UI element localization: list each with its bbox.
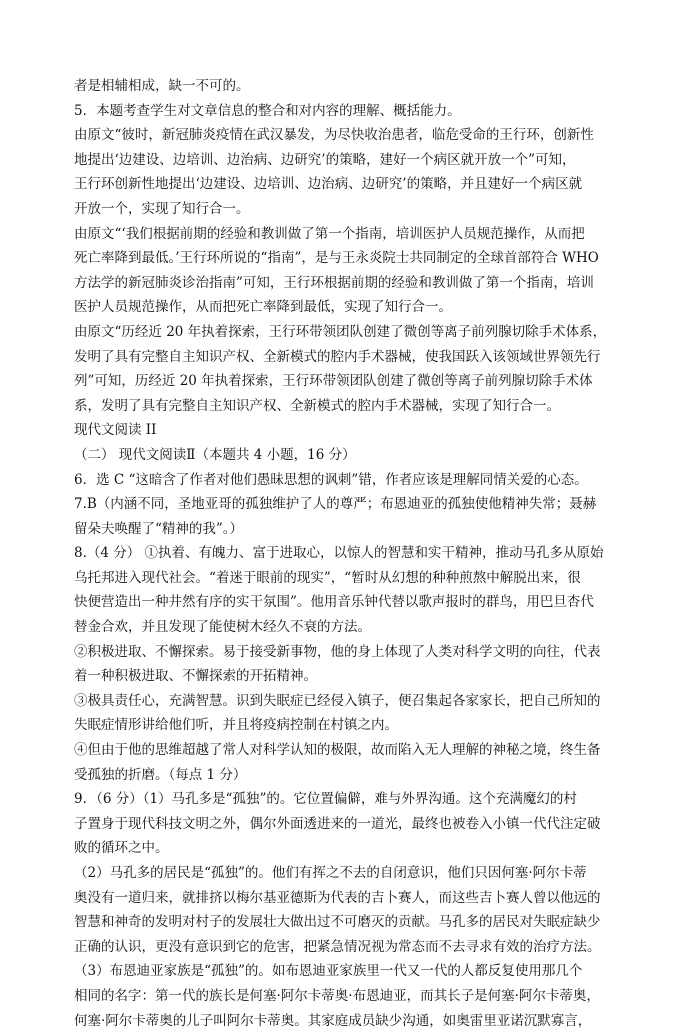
text-line: （3）布恩迪亚家族是“孤独”的。如布恩迪亚家族里一代又一代的人都反复使用那几个 <box>74 963 583 980</box>
text-line: ③极具责任心，充满智慧。识到失眠症已经侵入镇子，便召集起各家家长，把自己所知的 <box>74 692 601 709</box>
text-line: 医护人员规范操作，从而把死亡率降到最低，实现了知行合一。 <box>74 299 452 316</box>
text-line: 开放一个，实现了知行合一。 <box>74 200 250 217</box>
text-line: 9．（6 分）（1）马孔多是“孤独”的。它位置偏僻，难与外界沟通。这个充满魔幻的村 <box>74 791 577 808</box>
section-heading: 现代文阅读 II <box>74 422 157 439</box>
text-line: 列”可知，历经近 20 年执着探索，王行环带领团队创建了微创等离子前列腺切除手术体 <box>74 373 593 390</box>
text-line: 7.B（内涵不同，圣地亚哥的孤独维护了人的尊严；布恩迪亚的孤独使他精神失常；聂赫 <box>74 496 597 513</box>
text-line: 智慧和神奇的发明对村子的发展壮大做出过不可磨灭的贡献。马孔多的居民对失眠症缺少 <box>74 914 601 931</box>
text-line: 由原文“‘我们根据前期的经验和教训做了第一个指南，培训医护人员规范操作，从而把 <box>74 225 585 242</box>
text-line: 死亡率降到最低。’王行环所说的“指南”，是与王永炎院士共同制定的全球首部符合 WHO <box>74 250 599 267</box>
text-line: 子置身于现代科技文明之外，偶尔外面透进来的一道光，最终也被卷入小镇一代代注定破 <box>74 815 601 832</box>
text-line: 何塞·阿尔卡蒂奥的儿子叫阿尔卡蒂奥。其家庭成员缺少沟通，如奥雷里亚诺沉默寡言， <box>74 1012 592 1029</box>
text-line: 5．本题考查学生对文章信息的整合和对内容的理解、概括能力。 <box>74 102 461 119</box>
text-line: 者是相辅相成，缺一不可的。 <box>74 78 250 94</box>
text-line: 相同的名字：第一代的族长是何塞·阿尔卡蒂奥·布恩迪亚，而其长子是何塞·阿尔卡蒂奥， <box>74 987 600 1004</box>
text-line: 快便营造出一种井然有序的实干氛围”。他用音乐钟代替以歌声报时的群鸟，用巴旦杏代 <box>74 594 594 611</box>
text-line: 系，发明了具有完整自主知识产权、全新模式的腔内手术器械，实现了知行合一。 <box>74 397 560 414</box>
text-line: 8.（4 分） ①执着、有魄力、富于进取心，以惊人的智慧和实干精神，推动马孔多从原始 <box>74 545 604 562</box>
text-line: 王行环创新性地提出‘边建设、边培训、边治病、边研究’的策略，并且建好一个病区就 <box>74 176 583 193</box>
text-line: 败的循环之中。 <box>74 840 169 857</box>
text-line: 发明了具有完整自主知识产权、全新模式的腔内手术器械，使我国跃入该领域世界领先行 <box>74 348 601 365</box>
text-line: 正确的认识，更没有意识到它的危害，把紧急情况视为常态而不去寻求有效的治疗方法。 <box>74 938 601 955</box>
text-line: 乌托邦进入现代社会。“着迷于眼前的现实”，“暂时从幻想的种种煎熬中解脱出来，很 <box>74 569 581 586</box>
text-line: 地提出‘边建设、边培训、边治病、边研究’的策略，建好一个病区就开放一个”可知， <box>74 151 576 168</box>
text-line: 由原文“历经近 20 年执着探索，王行环带领团队创建了微创等离子前列腺切除手术体系， <box>74 323 607 340</box>
text-line: 奥没有一道归来，就排挤以梅尔基亚德斯为代表的吉卜赛人，而这些吉卜赛人曾以他远的 <box>74 889 601 906</box>
text-line: 替金合欢，并且发现了能使树木经久不衰的方法。 <box>74 619 371 636</box>
section-subheading: （二） 现代文阅读Ⅱ（本题共 4 小题，16 分） <box>74 446 356 463</box>
text-line: ②积极进取、不懈探索。易于接受新事物，他的身上体现了人类对科学文明的向往，代表 <box>74 643 601 660</box>
text-line: （2）马孔多的居民是“孤独”的。他们有挥之不去的自闭意识，他们只因何塞·阿尔卡蒂 <box>74 865 587 881</box>
text-line: 方法学的新冠肺炎诊治指南”可知，王行环根据前期的经验和教训做了第一个指南，培训 <box>74 274 594 291</box>
text-line: 失眠症情形讲给他们听，并且将疫病控制在村镇之内。 <box>74 717 398 734</box>
text-line: 由原文“彼时，新冠肺炎疫情在武汉暴发，为尽快收治患者，临危受命的王行环，创新性 <box>74 127 594 144</box>
text-line: 着一种积极进取、不懈探索的开拓精神。 <box>74 668 317 685</box>
text-line: ④但由于他的思维超越了常人对科学认知的极限，故而陷入无人理解的神秘之境，终生备 <box>74 742 601 759</box>
text-line: 受孤独的折磨。（每点 1 分） <box>74 766 247 783</box>
text-line: 6．选 C “这暗含了作者对他们愚昧思想的讽刺”错，作者应该是理解同情关爱的心态。 <box>74 471 588 488</box>
text-line: 留朵夫唤醒了“精神的我”。） <box>74 520 244 537</box>
